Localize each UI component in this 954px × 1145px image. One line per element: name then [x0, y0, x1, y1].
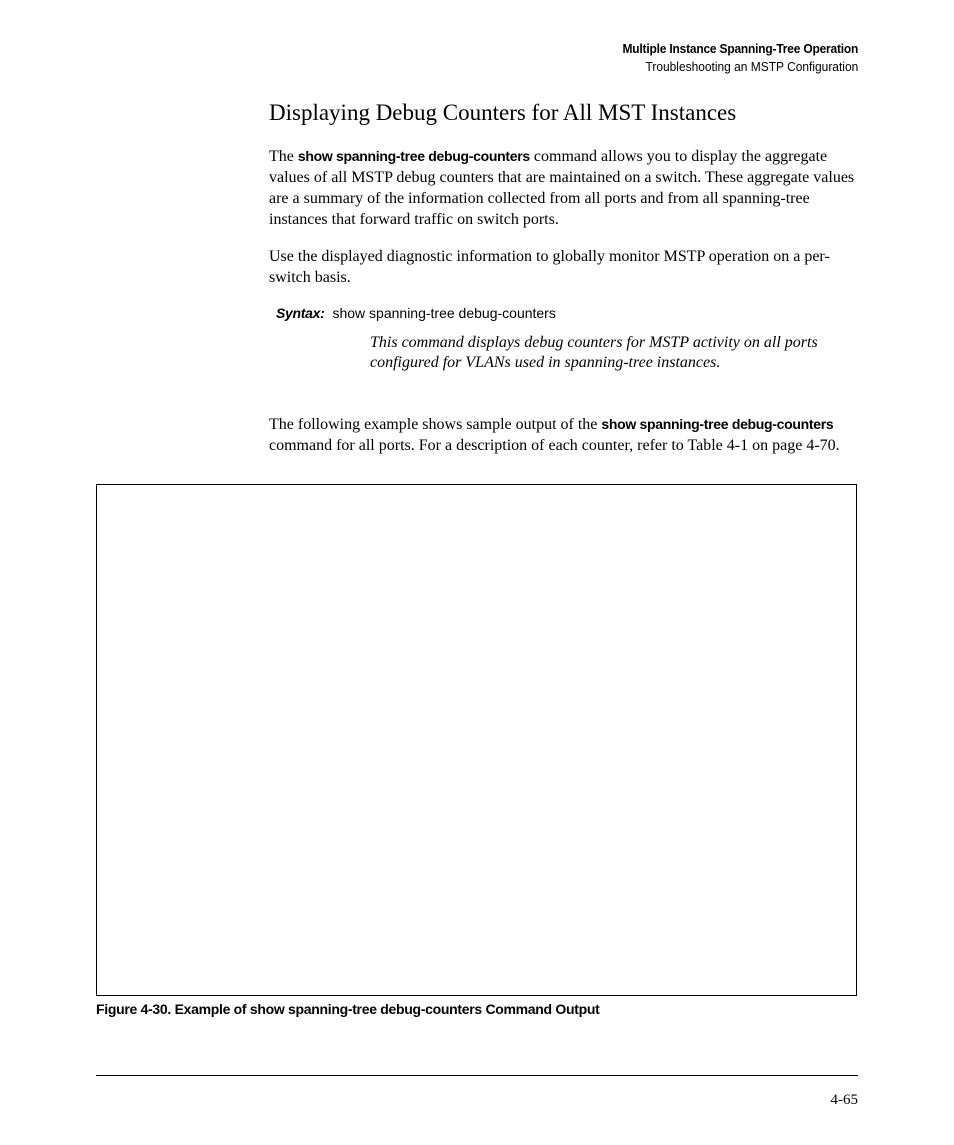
intro-text-start: The — [269, 148, 298, 165]
section-heading: Displaying Debug Counters for All MST Instances — [269, 100, 737, 125]
figure-frame — [96, 484, 857, 996]
page-number: 4-65 — [830, 1092, 858, 1108]
syntax-command: show spanning-tree debug-counters — [332, 305, 556, 321]
intro-text-end: command allows you to display the aggregate values of all MSTP debug counters that are maintained on a switch. These aggregate values are a summary of the information collected from all ports and from all spanning-tree instances that forward traffic on switch ports. — [269, 148, 855, 228]
syntax-description: This command displays debug counters for MSTP activity on all ports configured for VLANs used in spanning-tree instances. — [370, 334, 818, 371]
running-header-title: Multiple Instance Spanning-Tree Operation — [622, 41, 858, 56]
footer-divider — [96, 1075, 858, 1076]
example-text-end: command for all ports. For a description of each counter, refer to Table 4-1 on page 4-70. — [269, 437, 840, 454]
syntax-line — [276, 305, 556, 321]
command-name: show spanning-tree debug-counters — [297, 148, 530, 164]
example-command-name: show spanning-tree debug-counters — [601, 416, 834, 432]
syntax-label: Syntax: — [276, 305, 325, 321]
intro-paragraph — [269, 146, 863, 230]
usage-paragraph: Use the displayed diagnostic information to globally monitor MSTP operation on a per-switch basis. — [269, 248, 830, 286]
running-header-subtitle: Troubleshooting an MSTP Configuration — [645, 59, 858, 74]
figure-caption: Figure 4-30. Example of show spanning-tree debug-counters Command Output — [96, 1001, 600, 1017]
example-text-start: The following example shows sample output of the — [269, 416, 602, 433]
example-paragraph — [269, 414, 863, 456]
